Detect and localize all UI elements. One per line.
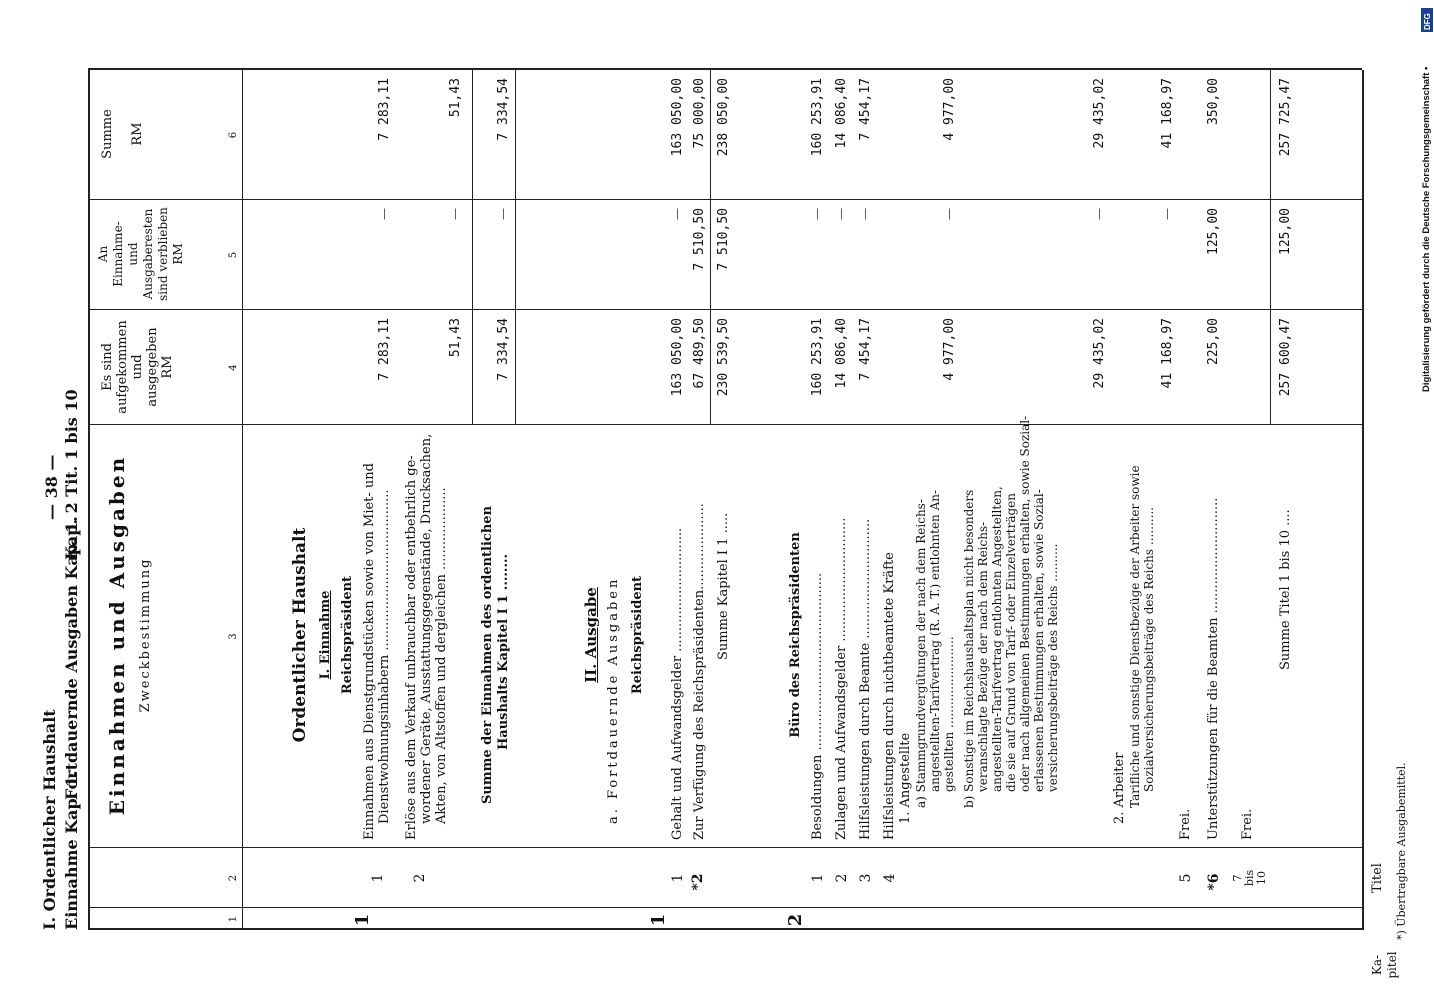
tarifliche-col6: 41 168,97 — [1160, 78, 1175, 149]
summe-kapitel-col5: 7 510,50 — [716, 208, 731, 271]
summe-kapitel-text: Summe Kapitel I 1 ..... — [716, 512, 731, 660]
col-rule-2 — [88, 847, 1362, 848]
stammgrund-line1: a) Stammgrundvergütungen der nach dem Reichs- — [914, 499, 928, 808]
besoldungen-text: Besoldungen ........................................... — [810, 572, 825, 840]
digitalisierung-note: Digitalisierung gefördert durch die Deutsche Forschungsgemeinschaft • — [1421, 66, 1432, 392]
sonstige-line5: oder nach allgemeinen Bestimmungen erhalten, sowie Sozial- — [1018, 415, 1032, 792]
dfg-logo — [1421, 8, 1433, 32]
col-rule-3 — [88, 424, 1362, 425]
unterstuetzungen-col6: 350,00 — [1206, 78, 1221, 125]
col-num-4: 4 — [228, 364, 239, 371]
summe-kapitel-col4: 230 539,50 — [716, 318, 731, 397]
header-ausgaben: Fortdauernde Ausgaben Kap. 1. — [62, 516, 81, 800]
table-right-rule — [88, 68, 1362, 70]
header-einnahme: Einnahme Kap. 1. — [62, 770, 81, 930]
buero-heading: Büro des Reichspräsidenten — [788, 532, 803, 738]
col-head-subtitle: Zweckbestimmung — [138, 557, 153, 713]
dfg-sidebar — [1420, 8, 1434, 992]
sonstige-col5: — — [1092, 208, 1106, 220]
col-head-kapitel: Ka- pitel — [1370, 951, 1399, 979]
einnahmen-sum-rule — [472, 70, 473, 425]
sonstige-col6: 29 435,02 — [1092, 78, 1107, 149]
erloese-line3: Akten, von Altstoffen und dergleichen .................... — [434, 487, 449, 824]
summe-einnahmen-col4: 7 334,54 — [496, 318, 511, 381]
titel-2: 2 — [412, 873, 428, 883]
zulagen-col4: 14 086,40 — [834, 318, 849, 389]
titel-a2: *2 — [690, 873, 706, 891]
summe-titel-text: Summe Titel 1 bis 10 .... — [1278, 509, 1293, 670]
footnote: *) Übertragbare Ausgabemittel. — [1395, 762, 1408, 940]
header-kap2: Kap. 2 Tit. 1 bis 10 — [62, 389, 81, 560]
einnahmen-col6: 7 283,11 — [377, 78, 392, 141]
stammgrund-line3: gestellten ........................ — [942, 636, 956, 792]
col-num-1: 1 — [228, 915, 239, 923]
fortdauernde-ausgaben-heading: a. Fortdauernde Ausgaben — [606, 576, 621, 824]
hilfsleistungen-beamte-col5: — — [858, 208, 872, 220]
einnahmen-col4: 7 283,11 — [377, 318, 392, 381]
einnahmen-col5: — — [377, 208, 391, 220]
unterstuetzungen-text: Unterstützungen für die Beamten ............................ — [1206, 497, 1221, 840]
col-num-6: 6 — [228, 131, 239, 139]
gehalt-col4: 163 050,00 — [670, 318, 685, 397]
titel-b7-10: 7 bis 10 — [1231, 869, 1268, 887]
stammgrund-line2: angestellten-Tarifvertrag (R. A. T.) entlohnten An- — [928, 489, 942, 792]
summe-titel-col4: 257 600,47 — [1278, 318, 1293, 397]
col-rule-5 — [88, 199, 1362, 200]
hilfsleistungen-beamte-text: Hilfsleistungen durch Beamte ............................. — [858, 518, 873, 840]
sonstige-line3: angestellten-Tarifvertrag entlohnten Angestellten, — [990, 486, 1004, 792]
sonstige-line2: veranschlagte Bezüge der nach dem Reichs- — [976, 521, 990, 792]
unterstuetzungen-col4: 225,00 — [1206, 318, 1221, 365]
col-num-2: 2 — [228, 874, 239, 882]
reichspraesident-ausgabe-heading: Reichspräsident — [630, 575, 645, 695]
sonstige-line7: versicherungsbeiträge des Reichs .......... — [1046, 543, 1060, 792]
ordentlicher-haushalt-heading: Ordentlicher Haushalt — [290, 527, 310, 743]
stammgrund-col5: — — [942, 208, 956, 220]
col-num-5: 5 — [228, 251, 239, 259]
col-rule-1 — [88, 907, 1362, 908]
besoldungen-col4: 160 253,91 — [810, 318, 825, 397]
frei-5-text: Frei. — [1178, 808, 1193, 840]
titel-1: 1 — [370, 873, 386, 883]
dfg-logo-text: DFG — [1423, 13, 1432, 30]
erloese-col6: 51,43 — [448, 78, 463, 118]
col-head-reste: An Einnahme- und Ausgaberesten sind verblieben RM — [96, 207, 185, 301]
zulagen-text: Zulagen und Aufwandsgelder .............................. — [834, 517, 849, 840]
col-head-summe: Summe RM — [100, 109, 145, 159]
gehalt-text: Gehalt und Aufwandsgelder .............................. — [670, 527, 685, 840]
unterstuetzungen-col5: 125,00 — [1206, 208, 1221, 255]
zulagen-col6: 14 086,40 — [834, 78, 849, 149]
einnahmen-sum-rule-bottom — [515, 70, 516, 425]
page-number: — 38 — — [42, 454, 61, 520]
verfuegung-text: Zur Verfügung des Reichspräsidenten..................... — [692, 503, 707, 840]
reichspraesident-heading: Reichspräsident — [340, 575, 355, 695]
table-left-rule — [88, 928, 1362, 930]
col-head-aufgekommen: Es sind aufgekommen und ausgegeben RM — [100, 320, 175, 414]
col-head-titel: Titel — [1370, 863, 1385, 893]
summe-einnahmen-line1: Summe der Einnahmen des ordentlichen — [480, 505, 495, 804]
stammgrund-col4: 4 977,00 — [942, 318, 957, 381]
col-num-3: 3 — [228, 633, 239, 640]
tarifliche-line1: Tarifliche und sonstige Dienstbezüge der Arbeiter sowie — [1128, 465, 1142, 808]
gehalt-col5: — — [670, 208, 684, 220]
einnahmen-line2: Dienstwohnungsinhabern ....................................... — [377, 489, 392, 824]
ausgabe-heading: II. Ausgabe — [582, 587, 600, 683]
erloese-col5: — — [448, 208, 462, 220]
titel-b6: *6 — [1206, 873, 1222, 891]
sonstige-line4: die sie auf Grund von Tarif- oder Einzelverträgen — [1004, 493, 1018, 792]
kapitel-2: 2 — [785, 913, 806, 927]
erloese-line1: Erlöse aus dem Verkauf unbrauchbar oder entbehrlich ge- — [404, 455, 419, 840]
summe-titel-col6: 257 725,47 — [1278, 78, 1293, 157]
frei-7-10-text: Frei. — [1240, 808, 1255, 840]
table-bottom-rule — [1362, 70, 1364, 930]
einnahme-heading: I. Einnahme — [318, 590, 333, 680]
sonstige-line6: erlassenen Bestimmungen erhalten, sowie Sozial- — [1032, 489, 1046, 792]
arbeiter-label: 2. Arbeiter — [1112, 752, 1127, 824]
titel-b2: 2 — [834, 873, 850, 883]
summe-kapitel-col6: 238 050,00 — [716, 78, 731, 157]
col-head-title: Einnahmen und Ausgaben — [105, 454, 129, 816]
tarifliche-line2: Sozialversicherungsbeiträge des Reichs .......... — [1142, 506, 1156, 792]
titel-b5: 5 — [1178, 873, 1194, 883]
erloese-col4: 51,43 — [448, 318, 463, 358]
verfuegung-col5: 7 510,50 — [692, 208, 707, 271]
hilfsleistungen-beamte-col6: 7 454,17 — [858, 78, 873, 141]
hilfsleistungen-nichtbeamte-text: Hilfsleistungen durch nichtbeamtete Kräfte — [882, 552, 897, 840]
einnahmen-line1: Einnahmen aus Dienstgrundstücken sowie von Miet- und — [362, 463, 377, 840]
titel-a1: 1 — [670, 873, 686, 883]
summe-einnahmen-line2: Haushalts Kapitel I 1 ........ — [496, 553, 511, 750]
hilfsleistungen-beamte-col4: 7 454,17 — [858, 318, 873, 381]
titel-b3: 3 — [858, 873, 874, 883]
kapitel-1-ausgabe: 1 — [648, 913, 669, 927]
summe-einnahmen-col6: 7 334,54 — [496, 78, 511, 141]
ausgabe-sum-rule — [710, 70, 711, 425]
col-rule-4 — [88, 309, 1362, 310]
angestellte-label: 1. Angestellte — [898, 732, 913, 824]
besoldungen-col5: — — [810, 208, 824, 220]
tarifliche-col4: 41 168,97 — [1160, 318, 1175, 389]
sonstige-col4: 29 435,02 — [1092, 318, 1107, 389]
verfuegung-col4: 67 489,50 — [692, 318, 707, 389]
kapitel-1-einnahme: 1 — [352, 913, 373, 927]
zulagen-col5: — — [834, 208, 848, 220]
titel-b4: 4 — [882, 873, 898, 883]
erloese-line2: wordener Geräte, Ausstattungsgegenstände, Drucksachen, — [419, 433, 434, 824]
tarifliche-col5: — — [1160, 208, 1174, 220]
verfuegung-col6: 75 000,00 — [692, 78, 707, 149]
sonstige-line1: b) Sonstige im Reichshaushaltsplan nicht besonders — [962, 489, 976, 808]
titel-b1: 1 — [810, 873, 826, 883]
buero-sum-rule — [1270, 70, 1271, 425]
stammgrund-col6: 4 977,00 — [942, 78, 957, 141]
gehalt-col6: 163 050,00 — [670, 78, 685, 157]
header-line1: I. Ordentlicher Haushalt — [40, 709, 59, 930]
summe-titel-col5: 125,00 — [1278, 208, 1293, 255]
besoldungen-col6: 160 253,91 — [810, 78, 825, 157]
summe-einnahmen-col5: — — [496, 208, 510, 220]
